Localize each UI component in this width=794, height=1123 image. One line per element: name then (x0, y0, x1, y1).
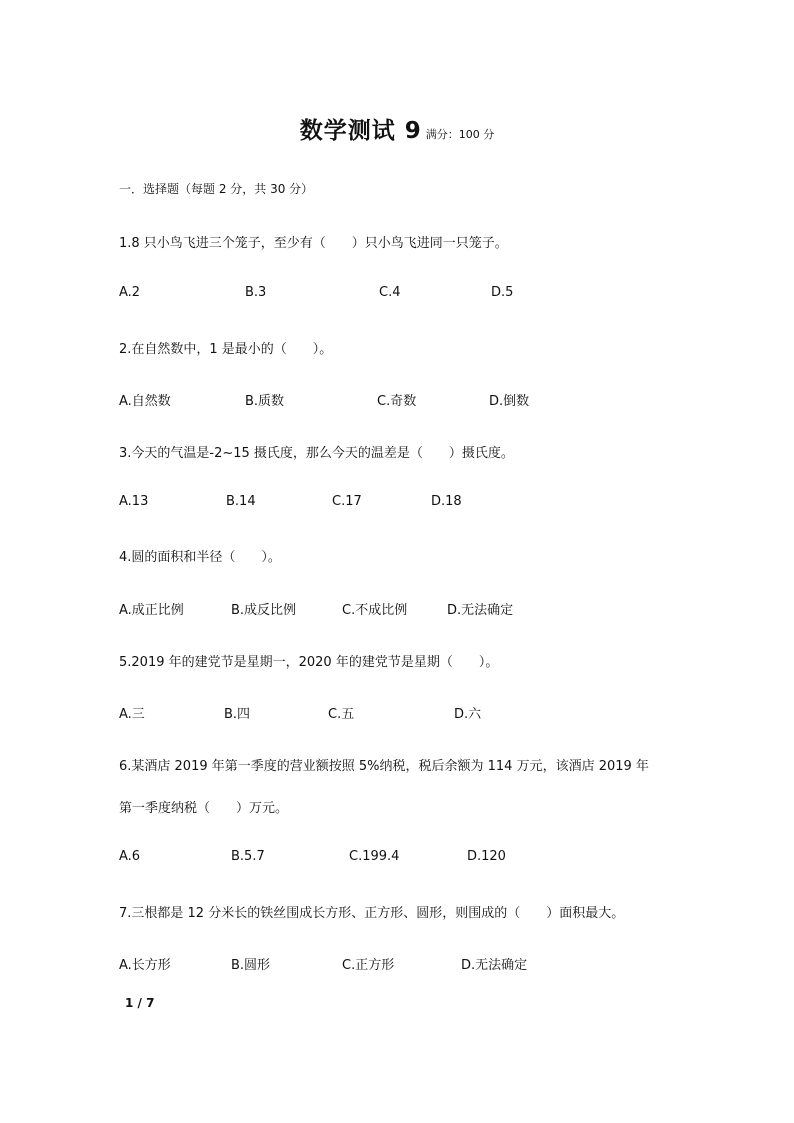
question-7-text: 7.三根都是 12 分米长的铁丝围成长方形、正方形、圆形，则围成的（ ）面积最大。 (119, 906, 625, 921)
question-6-text-line-2: 第一季度纳税（ ）万元。 (119, 801, 289, 816)
question-6-option-a: A.6 (119, 849, 141, 864)
question-4-option-c: C.不成比例 (342, 603, 408, 618)
question-1-option-b: B.3 (245, 285, 267, 300)
question-2-option-d: D.倒数 (489, 394, 530, 409)
question-4-option-b: B.成反比例 (231, 603, 297, 618)
question-6-option-b: B.5.7 (231, 849, 265, 864)
question-5-text: 5.2019 年的建党节是星期一，2020 年的建党节是星期（ ）。 (119, 655, 499, 670)
question-7-option-c: C.正方形 (342, 958, 395, 973)
full-score-note: 满分：100 分 (425, 128, 495, 141)
question-1-option-a: A.2 (119, 285, 141, 300)
page-title: 数学测试 9 (299, 118, 422, 144)
question-3-option-c: C.17 (332, 494, 362, 509)
question-1-text: 1.8 只小鸟飞进三个笼子，至少有（ ）只小鸟飞进同一只笼子。 (119, 236, 508, 251)
question-3-option-d: D.18 (431, 494, 462, 509)
question-6-option-d: D.120 (467, 849, 506, 864)
question-4-option-a: A.成正比例 (119, 603, 184, 618)
question-7-option-a: A.长方形 (119, 958, 171, 973)
question-2-option-b: B.质数 (245, 394, 285, 409)
question-3-option-a: A.13 (119, 494, 149, 509)
question-1-option-d: D.5 (491, 285, 514, 300)
page-number: 1 / 7 (125, 996, 155, 1010)
question-3-text: 3.今天的气温是-2~15 摄氏度，那么今天的温差是（ ）摄氏度。 (119, 446, 514, 461)
question-4-text: 4.圆的面积和半径（ ）。 (119, 550, 281, 565)
question-7-option-b: B.圆形 (231, 958, 271, 973)
question-2-option-a: A.自然数 (119, 394, 171, 409)
question-5-option-c: C.五 (328, 707, 355, 722)
question-2-option-c: C.奇数 (377, 394, 417, 409)
question-6-text-line-1: 6.某酒店 2019 年第一季度的营业额按照 5%纳税，税后余额为 114 万元，该酒店 2019 年 (119, 759, 649, 774)
question-5-option-b: B.四 (224, 707, 251, 722)
section-heading: 一．选择题（每题 2 分，共 30 分） (119, 182, 314, 196)
question-6-option-c: C.199.4 (349, 849, 400, 864)
header (0, 112, 794, 145)
question-3-option-b: B.14 (226, 494, 256, 509)
question-1-option-c: C.4 (379, 285, 401, 300)
question-2-text: 2.在自然数中，1 是最小的（ ）。 (119, 342, 333, 357)
question-5-option-d: D.六 (454, 707, 482, 722)
question-5-option-a: A.三 (119, 707, 145, 722)
question-4-option-d: D.无法确定 (447, 603, 514, 618)
question-7-option-d: D.无法确定 (461, 958, 528, 973)
